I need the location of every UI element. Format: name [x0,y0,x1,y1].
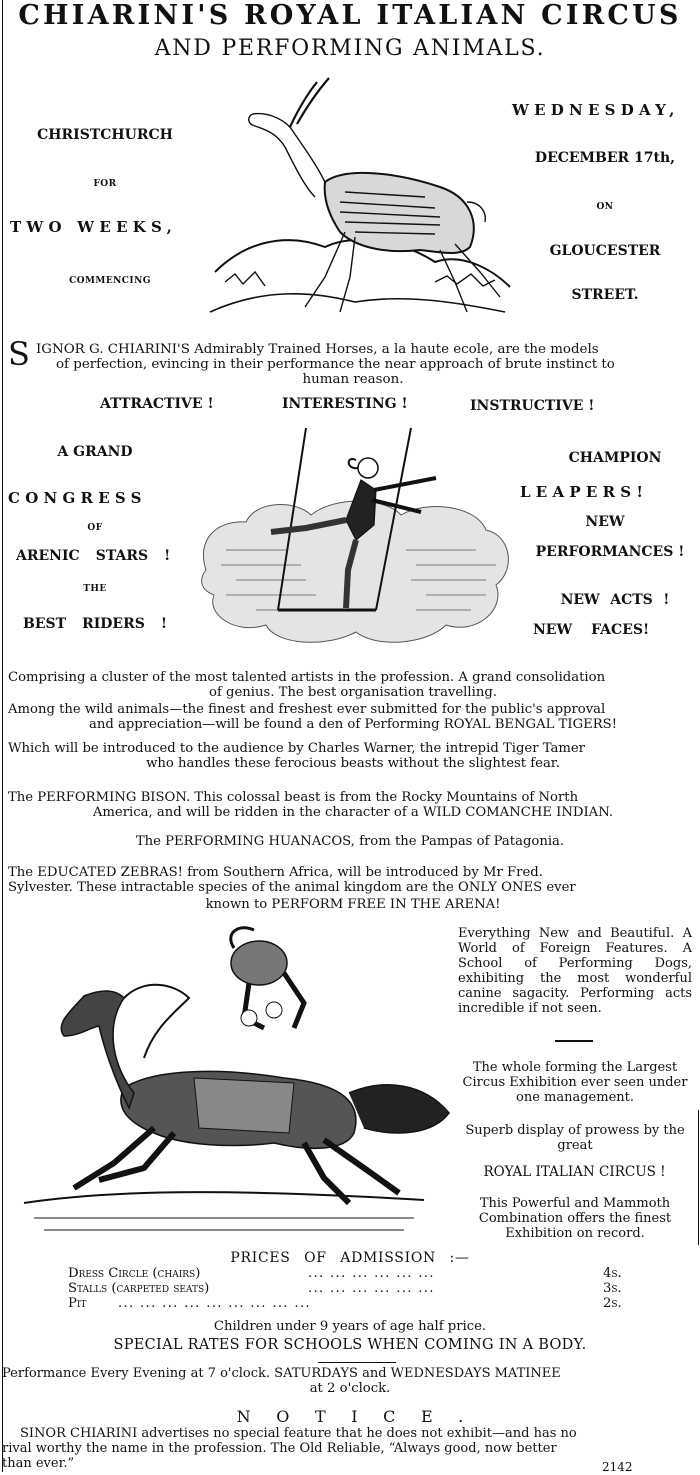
right-col-1: Everything New and Beautiful. A World of Foreign Features. A School of Performing Dogs, exhibiting the most wonderful canine sagacity. Performing acts incredible if not seen. [458,926,692,1016]
mid-right-1: CHAMPION [568,450,662,466]
mid-left-5: THE [83,584,107,594]
intro-line-2: of perfection, evincing in their performance the near approach of brute instinct to [56,357,615,372]
mid-left-2: CONGRESS [8,489,147,507]
mid-left-1: A GRAND [57,444,133,460]
performance-rule [318,1362,396,1363]
on-label: ON [596,202,614,212]
paragraph-6-line-3: known to PERFORM FREE IN THE ARENA! [205,897,501,912]
street-label-2: STREET. [571,287,639,303]
page-title: CHIARINI'S ROYAL ITALIAN CIRCUS [18,0,682,31]
schools-note: SPECIAL RATES FOR SCHOOLS WHEN COMING IN A BODY. [113,1337,587,1353]
performance-line-2: at 2 o'clock. [309,1381,391,1396]
children-note: Children under 9 years of age half price. [213,1319,487,1334]
notice-line-3: than ever.” [2,1456,75,1471]
ad-number: 2142 [602,1460,633,1474]
paragraph-6 [8,865,698,912]
notice-line-1: SINOR CHIARINI advertises no special feature that he does not exhibit—and has no [20,1426,577,1441]
mid-right-6: NEW FACES! [533,622,650,638]
trapeze-artist-illustration [196,420,518,658]
notice-line-2: rival worthy the name in the profession. The Old Reliable, “Always good, now better [2,1441,557,1456]
horse-rider-illustration [4,918,452,1248]
paragraph-3 [8,741,698,771]
paragraph-2 [8,702,698,732]
duration-label: TWO WEEKS, [10,218,178,236]
intro-line-1: IGNOR G. CHIARINI'S Admirably Trained Horses, a la haute ecole, are the models [36,342,599,357]
mid-left-3: OF [87,523,103,533]
paragraph-1 [8,670,698,700]
paragraph-5: The PERFORMING HUANACOS, from the Pampas of Patagonia. [135,834,565,849]
paragraph-6-line-2: Sylvester. These intractable species of the animal kingdom are the ONLY ONES ever [8,880,576,895]
paragraph-3-line-2: who handles these ferocious beasts without the slightest fear. [146,756,560,771]
price-row-3-label: Pit [68,1296,87,1311]
page-subtitle: AND PERFORMING ANIMALS. [154,36,546,61]
antelope-illustration [205,72,515,334]
right-col-divider [555,1040,593,1042]
paragraph-3-line-1: Which will be introduced to the audience by Charles Warner, the intrepid Tiger Tamer [8,741,585,756]
price-row-1-dots: ... ... ... ... ... ... [308,1266,435,1281]
price-row-3-value: 2s. [603,1296,622,1311]
intro-line-3: human reason. [302,372,404,387]
mid-right-5: NEW ACTS ! [560,592,670,608]
performance-line-1: Performance Every Evening at 7 o'clock. SATURDAYS and WEDNESDAYS MATINEE [2,1366,561,1381]
right-col-5: This Powerful and Mammoth Combination offers the finest Exhibition on record. [478,1196,672,1241]
paragraph-4 [8,790,698,820]
paragraph-4-line-1: The PERFORMING BISON. This colossal beast is from the Rocky Mountains of North [8,790,579,805]
day-label: WEDNESDAY, [512,101,680,119]
tagline-instructive: INSTRUCTIVE ! [470,398,595,414]
paragraph-1-line-1: Comprising a cluster of the most talented artists in the profession. A grand consolidation [8,670,606,685]
paragraph-6-line-1: The EDUCATED ZEBRAS! from Southern Africa, will be introduced by Mr Fred. [8,865,543,880]
right-col-4: ROYAL ITALIAN CIRCUS ! [483,1164,666,1180]
notice-heading: NOTICE. [236,1407,489,1426]
price-row-1-value: 4s. [603,1266,622,1281]
city-label: CHRISTCHURCH [37,127,173,143]
price-row-2-value: 3s. [603,1281,622,1296]
date-label: DECEMBER 17th, [534,150,676,166]
for-label: FOR [93,179,117,189]
price-row-3-dots: ... ... ... ... ... ... ... ... ... [118,1296,311,1311]
right-col-3: Superb display of prowess by the great [465,1123,685,1153]
mid-right-2: LEAPERS! [520,483,649,501]
tagline-interesting: INTERESTING ! [282,396,408,412]
mid-left-4: ARENIC STARS ! [16,548,171,564]
street-label-1: GLOUCESTER [549,243,661,259]
mid-left-6: BEST RIDERS ! [23,616,168,632]
price-row-2-label: Stalls (carpeted seats) [68,1281,210,1296]
paragraph-4-line-2: America, and will be ridden in the character of a WILD COMANCHE INDIAN. [92,805,614,820]
drop-cap: S [8,335,30,373]
price-row-2-dots: ... ... ... ... ... ... [308,1281,435,1296]
mid-right-3: NEW [585,514,625,530]
paragraph-2-line-2: and appreciation—will be found a den of Performing ROYAL BENGAL TIGERS! [88,717,617,732]
right-col-2: The whole forming the Largest Circus Exhibition ever seen under one management. [462,1060,688,1105]
right-column-border [698,1110,699,1245]
paragraph-1-line-2: of genius. The best organisation travelling. [209,685,497,700]
paragraph-2-line-1: Among the wild animals—the finest and freshest ever submitted for the public's approval [8,702,606,717]
mid-right-4: PERFORMANCES ! [535,544,685,560]
tagline-attractive: ATTRACTIVE ! [100,396,214,412]
price-row-1-label: Dress Circle (chairs) [68,1266,201,1281]
commencing-label: COMMENCING [69,276,151,286]
prices-heading: PRICES OF ADMISSION :— [230,1250,470,1266]
